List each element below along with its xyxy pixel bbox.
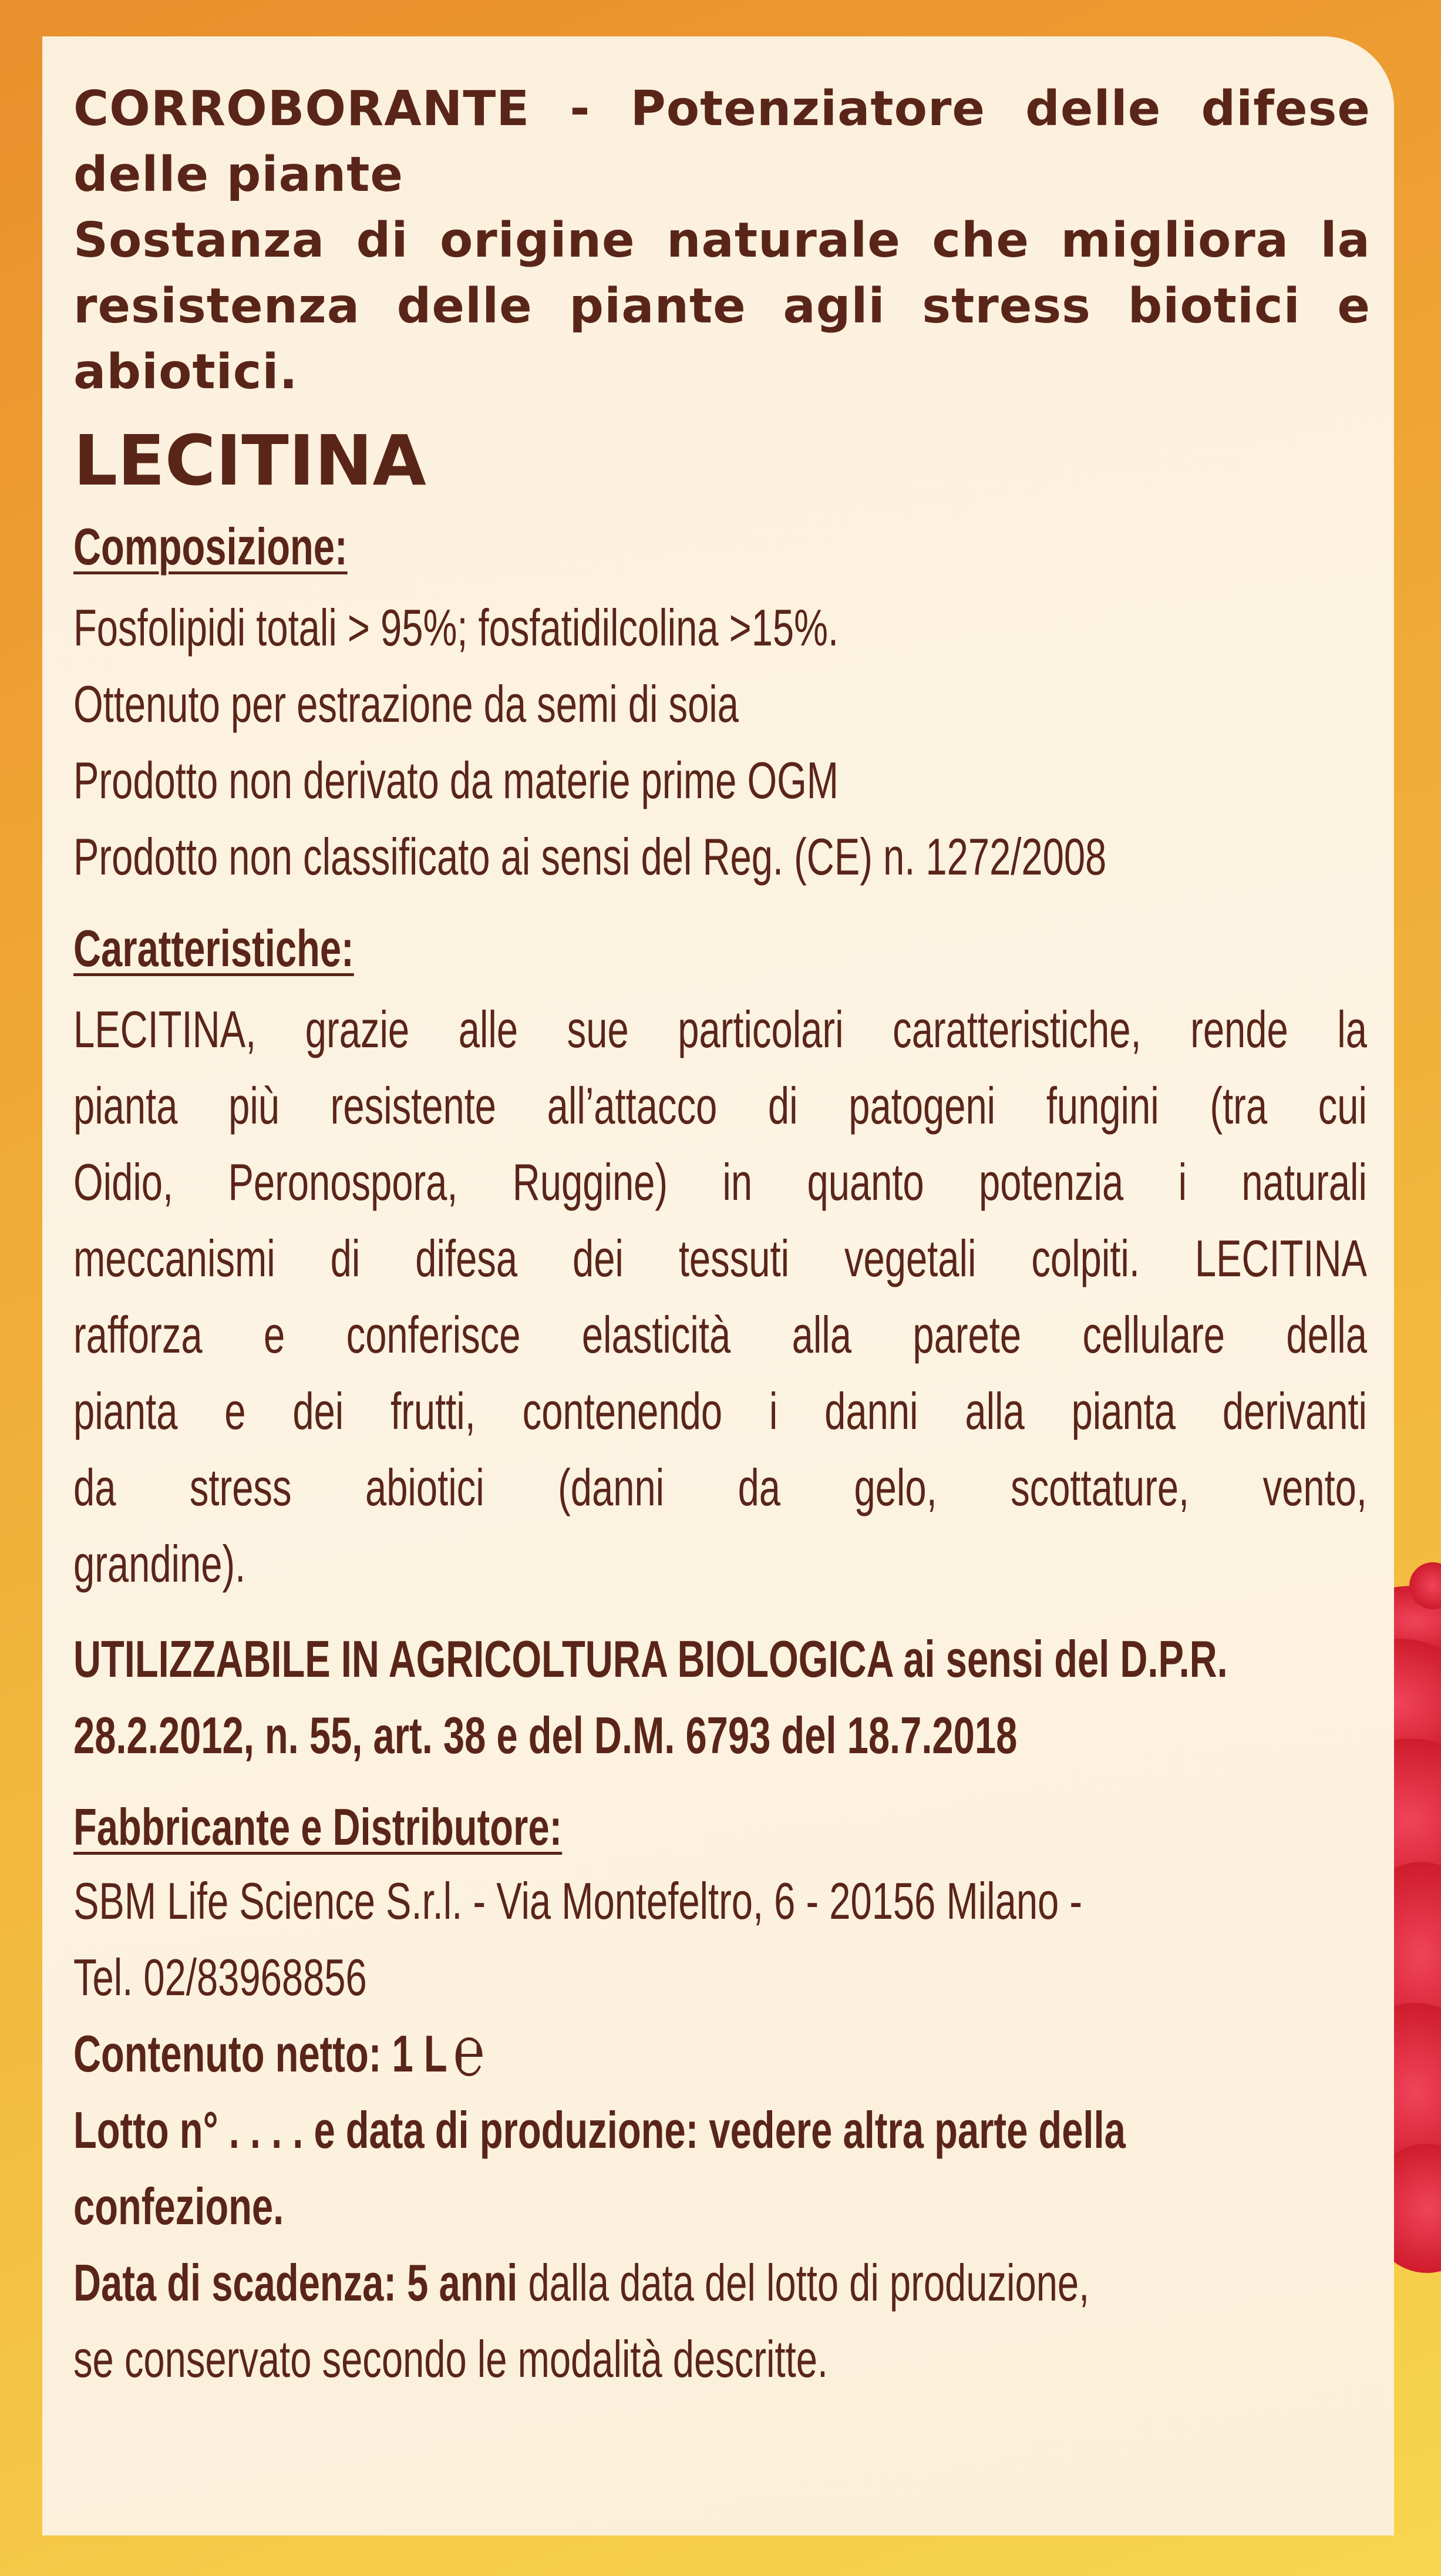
intro-line: Sostanza di origine naturale che migliora la [73,213,1371,268]
expiry-text: dalla data del lotto di produzione, [517,2254,1090,2312]
characteristics-line: da stress abiotici (danni da gelo, scottature, vento, [73,1458,1367,1516]
net-content [73,2010,1367,2092]
manufacturer-address: SBM Life Science S.r.l. - Via Montefeltro, 6 - 20156 Milano - [73,1872,1083,1930]
intro-line: abiotici. [73,344,298,400]
lot-line: confezione. [73,2177,284,2235]
composition-line: Prodotto non classificato ai sensi del Reg. (CE) n. 1272/2008 [73,828,1107,886]
expiry-label: Data di scadenza: 5 anni [73,2254,518,2312]
characteristics-line: grandine). [73,1535,246,1593]
manufacturer-text [73,1863,1367,2397]
characteristics-heading: Caratteristiche: [73,919,354,977]
composition-text [73,590,1367,895]
manufacturer-heading: Fabbricante e Distributore: [73,1798,563,1856]
characteristics-line: LECITINA, grazie alle sue particolari caratteristiche, rende la [73,1000,1367,1058]
composition-line: Prodotto non derivato da materie prime OGM [73,751,839,809]
manufacturer-phone: Tel. 02/83968856 [73,1948,367,2006]
characteristics-line: Oidio, Peronospora, Ruggine) in quanto potenzia i naturali [73,1153,1367,1211]
characteristics-line: meccanismi di difesa dei tessuti vegetali colpiti. LECITINA [73,1229,1367,1287]
organic-line: UTILIZZABILE IN AGRICOLTURA BIOLOGICA ai sensi del D.P.R. [73,1630,1228,1688]
expiry-line: se conservato secondo le modalità descritte. [73,2330,829,2388]
organic-statement [73,1621,1367,1774]
intro-line: CORROBORANTE - Potenziatore delle difese [73,81,1371,137]
characteristics-text [73,991,1367,1602]
characteristics-line: pianta e dei frutti, contenendo i danni alla pianta derivanti [73,1382,1367,1440]
product-name: LECITINA [73,420,426,501]
product-intro [73,76,1371,405]
characteristics-line: rafforza e conferisce elasticità alla parete cellulare della [73,1306,1367,1364]
label-panel [42,36,1394,2535]
characteristics-line: pianta più resistente all’attacco di patogeni fungini (tra cui [73,1077,1367,1135]
net-content-label: Contenuto netto: 1 L [73,2025,447,2083]
intro-line: resistenza delle piante agli stress biotici e [73,278,1371,334]
lot-line: Lotto n° . . . . e data di produzione: vedere altra parte della [73,2101,1126,2159]
expiry-line [73,2245,1367,2321]
composition-line: Ottenuto per estrazione da semi di soia [73,675,739,733]
composition-line: Fosfolipidi totali > 95%; fosfatidilcolina >15%. [73,598,839,657]
composition-heading: Composizione: [73,517,348,576]
organic-line: 28.2.2012, n. 55, art. 38 e del D.M. 6793 del 18.7.2018 [73,1706,1018,1764]
estimated-sign-icon: ℮ [453,2010,485,2092]
intro-line: delle piante [73,147,404,203]
